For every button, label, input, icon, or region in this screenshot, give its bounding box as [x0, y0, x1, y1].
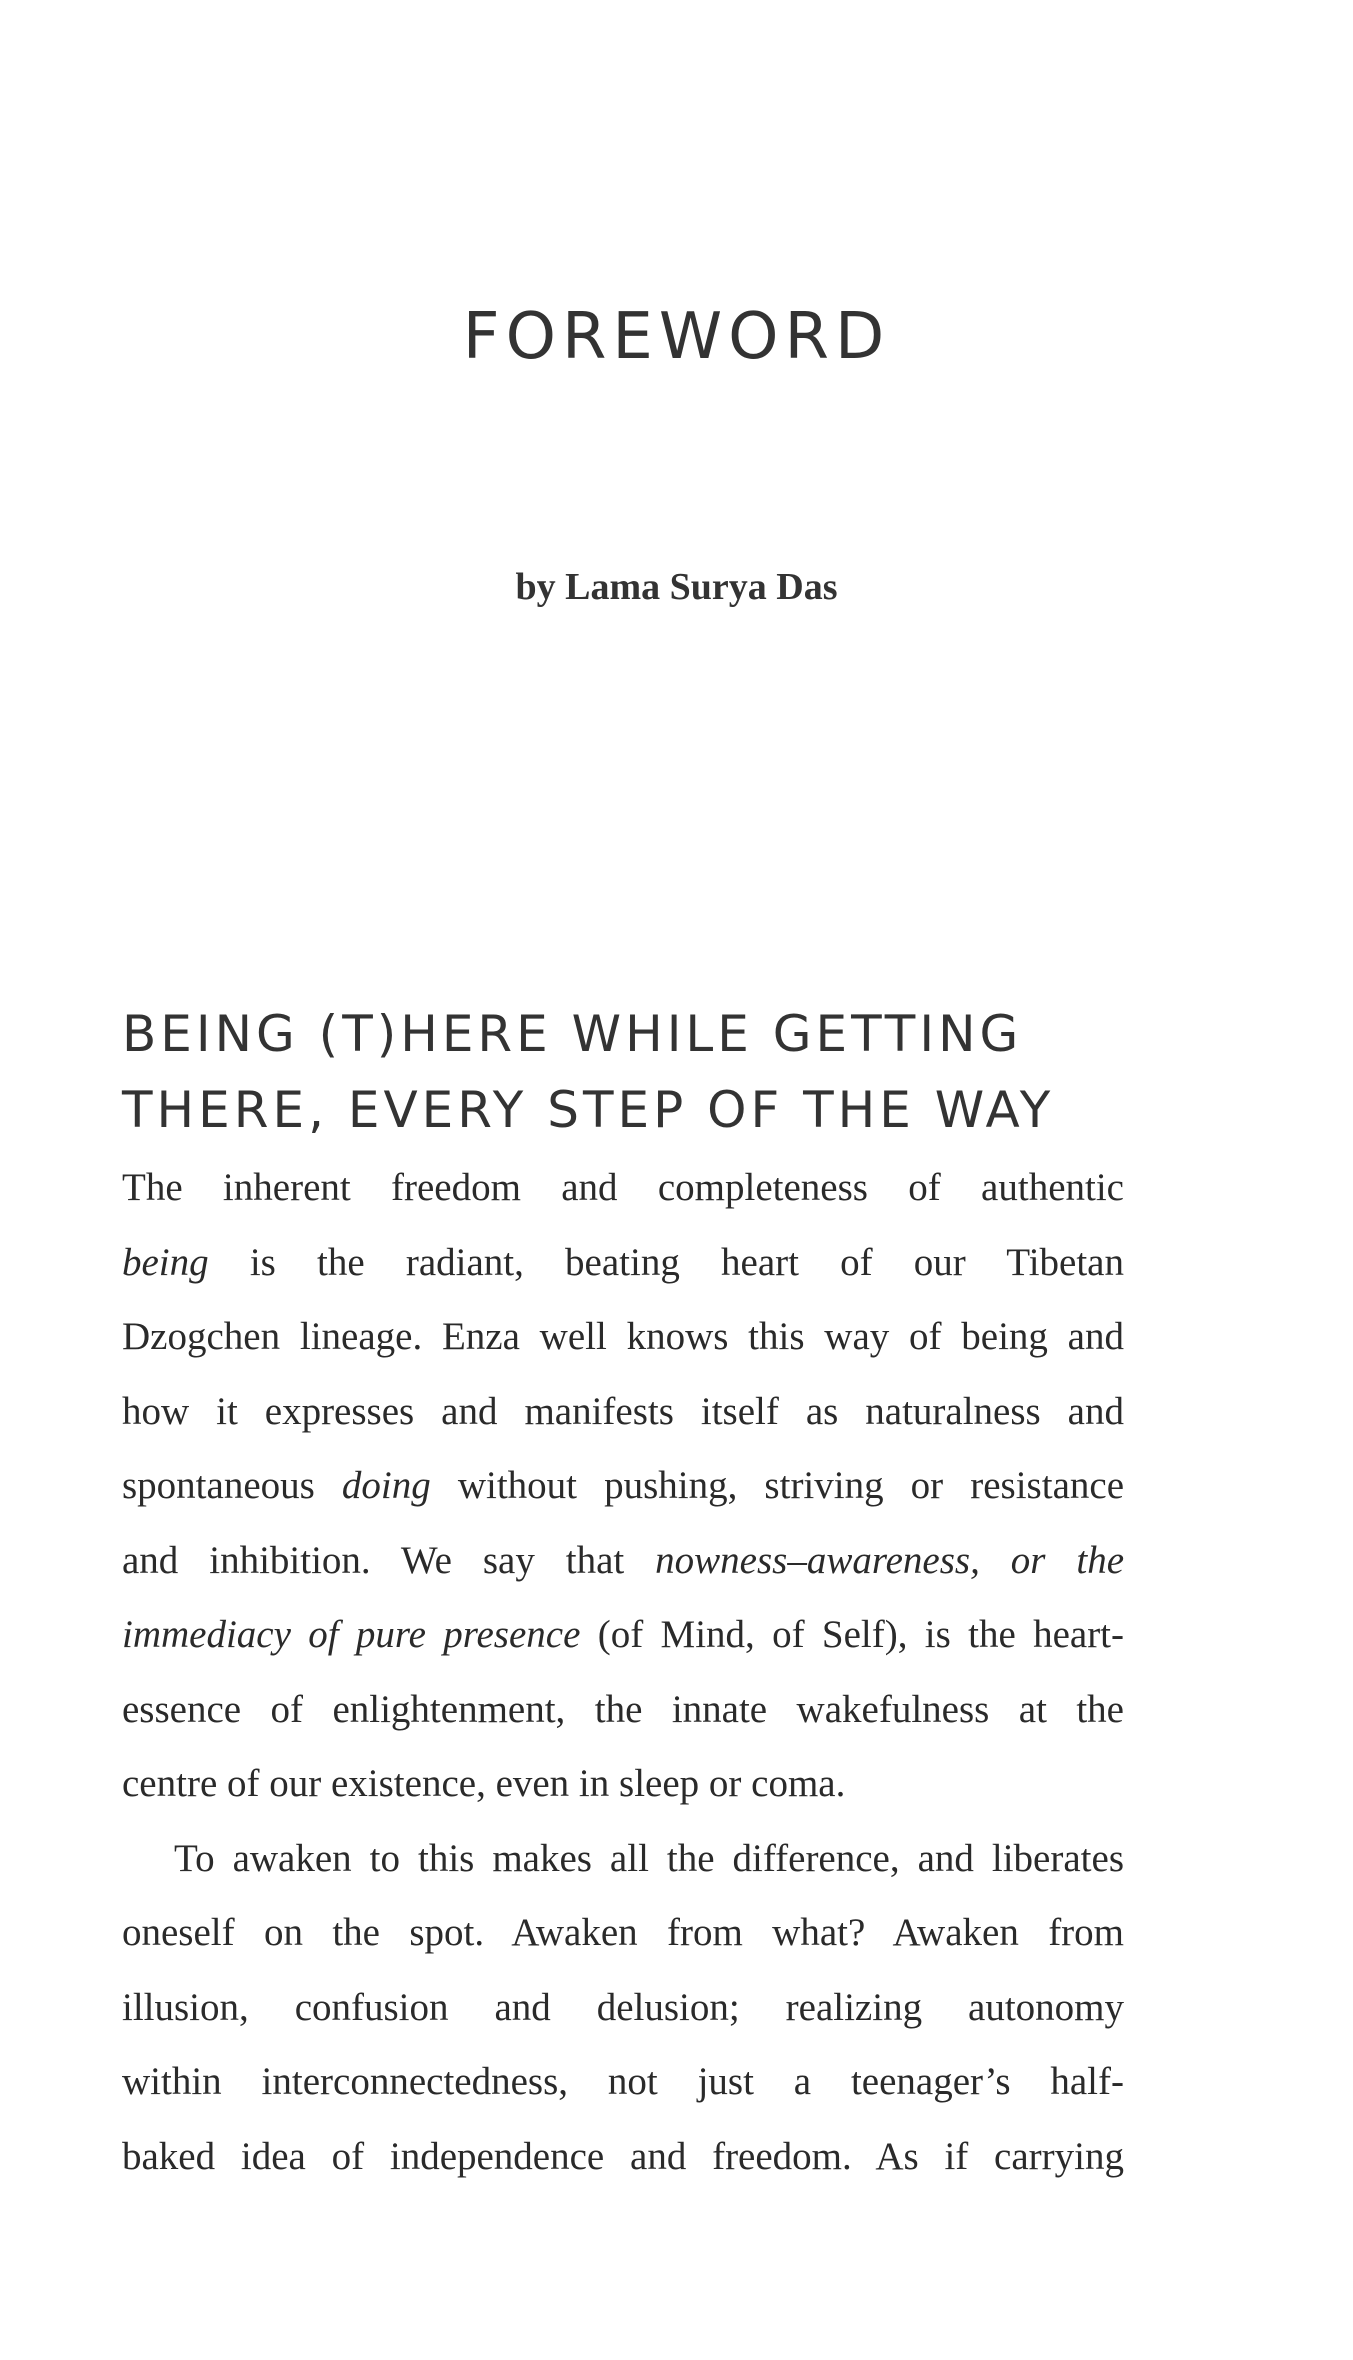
paragraph: [122, 1151, 1124, 1822]
text-line: [122, 2120, 1124, 2195]
text-run: centre of our existence, even in sleep or coma.: [122, 1762, 846, 1805]
text-run: how it expresses and manifests itself as naturalness and: [122, 1389, 1124, 1433]
text-run: illusion, confusion and delusion; realizing autonomy: [122, 1985, 1124, 2029]
text-line: [122, 1226, 1124, 1301]
text-line: [122, 1971, 1124, 2046]
text-line: [122, 1822, 1124, 1897]
text-run: spontaneous: [122, 1464, 342, 1507]
italic-text: immediacy of pure presence: [122, 1613, 581, 1656]
paragraph: [122, 1822, 1124, 2195]
text-line: [122, 1673, 1124, 1748]
text-line: [122, 1747, 1124, 1822]
text-line: [122, 2045, 1124, 2120]
text-line: [122, 1151, 1124, 1226]
body-text: [122, 1151, 1124, 2194]
text-run: and inhibition. We say that: [122, 1538, 656, 1582]
italic-text: nowness–awareness, or the: [655, 1538, 1125, 1582]
text-line: [122, 1375, 1124, 1450]
text-run: without pushing, striving or resistance: [430, 1464, 1124, 1507]
text-run: baked idea of independence and freedom. As if carrying: [122, 2134, 1124, 2178]
text-run: essence of enlightenment, the innate wakefulness at the: [122, 1687, 1124, 1731]
text-line: [122, 1300, 1124, 1375]
page-title: FOREWORD: [462, 300, 891, 374]
text-run: The inherent freedom and completeness of authentic: [122, 1166, 1124, 1209]
text-run: To awaken to this makes all the difference, and liberates: [174, 1836, 1124, 1880]
text-run: (of Mind, of Self), is the heart-: [580, 1613, 1124, 1656]
text-run: oneself on the spot. Awaken from what? Awaken from: [122, 1911, 1124, 1954]
author-byline: by Lama Surya Das: [515, 566, 838, 608]
section-heading-line: THERE, EVERY STEP OF THE WAY: [122, 1081, 1055, 1139]
section-heading: [122, 996, 1232, 1148]
text-line: [122, 1524, 1124, 1599]
italic-text: being: [122, 1240, 209, 1284]
text-run: within interconnectedness, not just a teenager’s half-: [122, 2060, 1124, 2103]
text-line: [122, 1449, 1124, 1524]
text-run: is the radiant, beating heart of our Tibetan: [208, 1240, 1124, 1284]
section-heading-line: BEING (T)HERE WHILE GETTING: [122, 1005, 1023, 1063]
text-line: [122, 1896, 1124, 1971]
italic-text: doing: [341, 1464, 431, 1507]
text-line: [122, 1598, 1124, 1673]
text-run: Dzogchen lineage. Enza well knows this way of being and: [122, 1315, 1124, 1358]
